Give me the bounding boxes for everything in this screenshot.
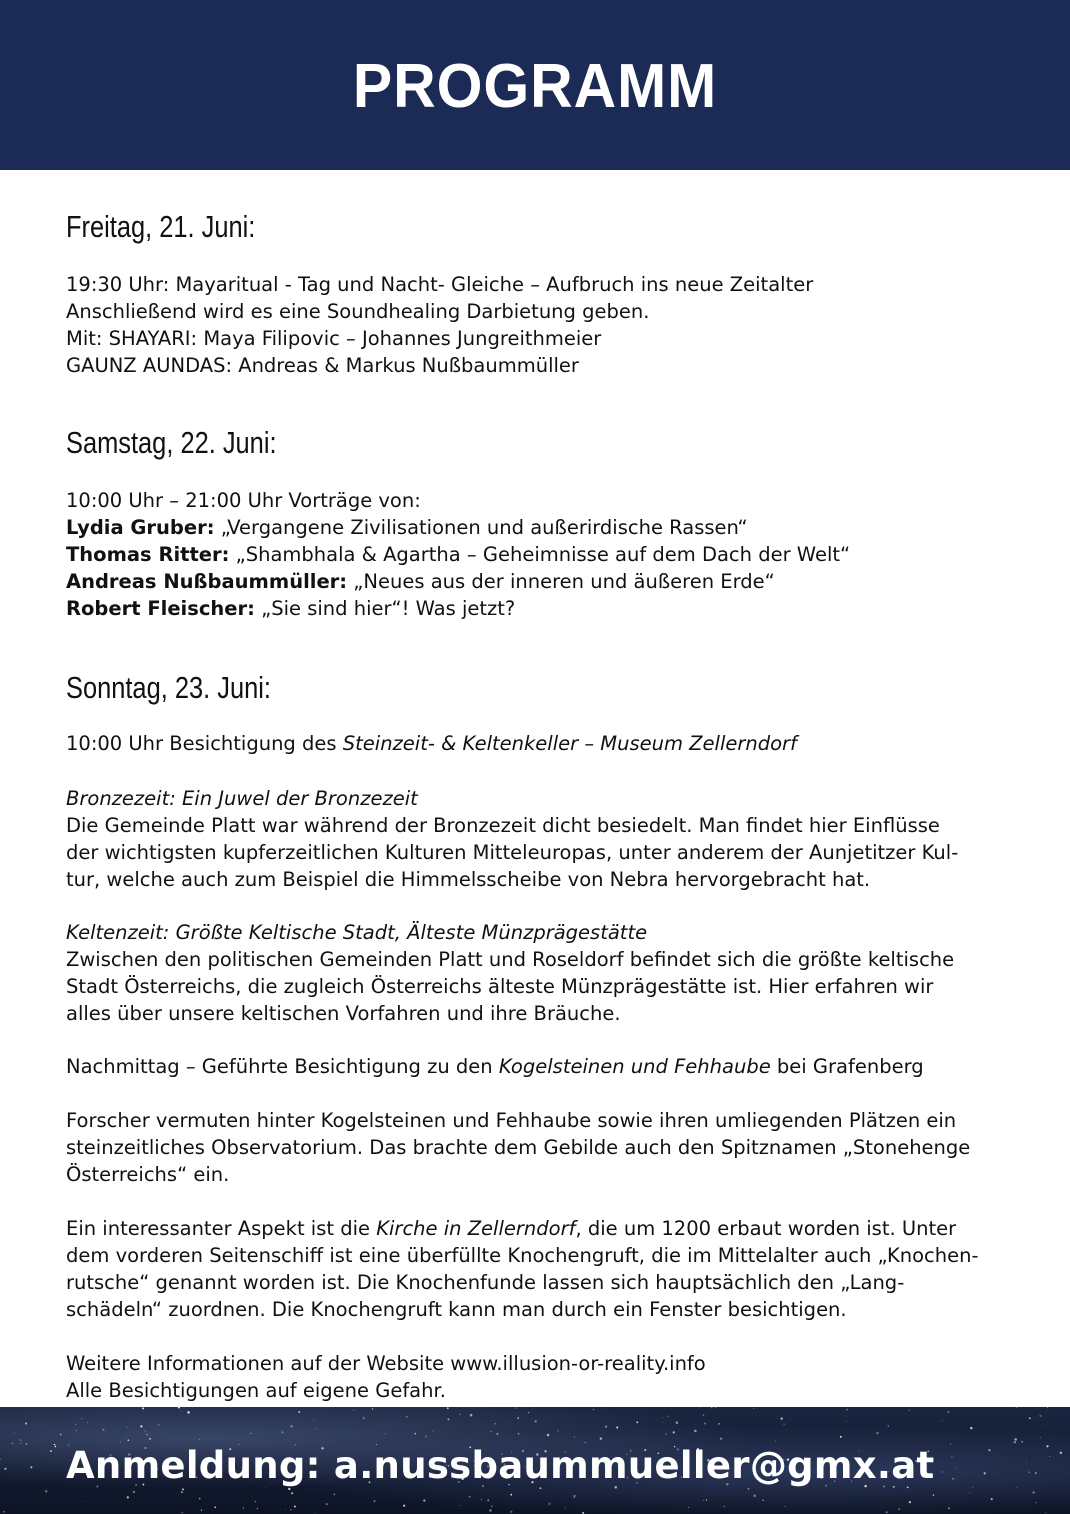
star-dot	[673, 1431, 675, 1433]
celtic-title: Keltenzeit: Größte Keltische Stadt, Älteste Münzprägestätte	[66, 921, 648, 944]
church-place: Kirche in Zellerndorf	[376, 1217, 576, 1240]
star-dot	[353, 1409, 354, 1410]
star-dot	[45, 1490, 48, 1493]
friday-line: GAUNZ AUNDAS: Andreas & Markus Nußbaummüller	[66, 354, 579, 377]
afternoon-place: Kogelsteinen und Fehhaube	[498, 1055, 771, 1078]
star-dot	[87, 1422, 88, 1423]
star-dot	[775, 1441, 776, 1442]
speaker-name: Lydia Gruber:	[66, 516, 215, 539]
star-dot	[298, 1411, 300, 1413]
star-dot	[55, 1446, 57, 1448]
star-dot	[970, 1427, 972, 1429]
star-dot	[81, 1418, 82, 1419]
star-dot	[469, 1496, 471, 1498]
star-dot	[785, 1506, 786, 1507]
star-dot	[178, 1407, 180, 1408]
star-dot	[470, 1414, 473, 1417]
star-dot	[140, 1425, 142, 1427]
star-dot	[636, 1421, 638, 1423]
church-line: schädeln“ zuordnen. Die Knochengruft kann man durch ein Fenster besichtigen.	[66, 1298, 847, 1321]
star-dot	[489, 1509, 491, 1511]
star-dot	[447, 1407, 449, 1409]
star-dot	[909, 1410, 910, 1411]
bronze-line: der wichtigsten kupferzeitlichen Kulturen Mitteleuropas, unter anderem der Aunjetitzer Kul-	[66, 841, 959, 864]
star-dot	[1060, 1451, 1063, 1454]
star-dot	[333, 1494, 335, 1496]
star-dot	[25, 1422, 27, 1424]
star-dot	[942, 1420, 943, 1421]
star-dot	[158, 1424, 159, 1425]
star-dot	[294, 1506, 296, 1508]
star-dot	[187, 1411, 190, 1414]
star-dot	[846, 1409, 848, 1411]
observatory-line: Österreichs“ ein.	[66, 1163, 230, 1186]
star-dot	[688, 1507, 689, 1508]
star-dot	[406, 1416, 408, 1418]
star-dot	[574, 1495, 576, 1497]
celtic-line: Zwischen den politischen Gemeinden Platt und Roseldorf befindet sich die größte keltische	[66, 948, 955, 971]
footer-banner	[0, 1407, 1070, 1514]
star-dot	[487, 1499, 489, 1501]
star-dot	[1047, 1407, 1048, 1408]
star-dot	[951, 1456, 952, 1457]
star-dot	[372, 1408, 373, 1409]
star-dot	[403, 1505, 405, 1507]
star-dot	[1016, 1407, 1017, 1408]
star-dot	[255, 1501, 257, 1503]
celtic-line: alles über unsere keltischen Vorfahren und ihre Bräuche.	[66, 1002, 621, 1025]
star-dot	[214, 1506, 216, 1508]
star-dot	[54, 1444, 55, 1445]
star-dot	[1014, 1441, 1016, 1443]
friday-line: Mit: SHAYARI: Maya Filipovic – Johannes Jungreithmeier	[66, 327, 602, 350]
star-dot	[290, 1425, 292, 1427]
star-dot	[285, 1509, 286, 1510]
sunday-heading: Sonntag, 23. Juni:	[66, 670, 271, 705]
star-dot	[182, 1512, 184, 1514]
info-line: Alle Besichtigungen auf eigene Gefahr.	[66, 1379, 446, 1402]
star-dot	[102, 1429, 104, 1431]
star-dot	[665, 1433, 667, 1435]
star-dot	[704, 1422, 706, 1424]
star-dot	[1026, 1462, 1027, 1463]
star-dot	[676, 1421, 678, 1423]
star-dot	[20, 1443, 21, 1444]
star-dot	[11, 1442, 13, 1444]
church-suffix: , die um 1200 erbaut worden ist. Unter	[575, 1217, 957, 1240]
star-dot	[30, 1466, 32, 1468]
star-dot	[423, 1500, 425, 1502]
page-title: PROGRAMM	[352, 52, 718, 121]
star-dot	[784, 1424, 785, 1425]
star-dot	[0, 1458, 1, 1460]
star-dot	[496, 1433, 498, 1435]
observatory-line: steinzeitliches Observatorium. Das brachte dem Gebilde auch den Spitznamen „Stonehenge	[66, 1136, 971, 1159]
church-prefix: Ein interessanter Aspekt ist die	[66, 1217, 377, 1240]
star-dot	[385, 1433, 386, 1434]
star-dot	[876, 1432, 879, 1435]
star-dot	[14, 1433, 15, 1434]
star-dot	[1029, 1417, 1031, 1419]
star-dot	[146, 1434, 148, 1436]
star-dot	[548, 1503, 551, 1506]
star-dot	[491, 1431, 492, 1432]
star-dot	[1042, 1425, 1043, 1426]
star-dot	[898, 1508, 900, 1510]
church-line	[66, 1215, 1011, 1242]
star-dot	[3, 1511, 5, 1513]
star-dot	[972, 1487, 973, 1488]
star-dot	[250, 1433, 251, 1434]
star-dot	[149, 1438, 151, 1440]
star-dot	[447, 1418, 449, 1420]
star-dot	[703, 1414, 705, 1416]
star-dot	[291, 1492, 293, 1494]
friday-heading: Freitag, 21. Juni:	[66, 209, 256, 244]
bronze-section	[66, 785, 1011, 893]
star-dot	[142, 1407, 144, 1409]
star-dot	[662, 1422, 663, 1423]
star-dot	[182, 1488, 184, 1490]
star-dot	[1015, 1438, 1017, 1440]
star-dot	[290, 1509, 292, 1511]
speaker-name: Andreas Nußbaummüller:	[66, 570, 348, 593]
saturday-heading: Samstag, 22. Juni:	[66, 425, 277, 460]
star-dot	[288, 1488, 290, 1490]
star-dot	[1040, 1437, 1041, 1438]
visit-line	[66, 730, 1011, 757]
star-dot	[984, 1472, 986, 1474]
star-dot	[1016, 1487, 1017, 1488]
star-dot	[4, 1468, 6, 1470]
star-dot	[991, 1498, 993, 1500]
saturday-details	[66, 487, 1011, 622]
star-dot	[547, 1434, 549, 1436]
star-dot	[481, 1499, 483, 1501]
star-dot	[748, 1488, 750, 1490]
registration-contact: Anmeldung: a.nussbaummueller@gmx.at	[66, 1444, 935, 1487]
speaker-name: Thomas Ritter:	[66, 543, 230, 566]
star-dot	[26, 1443, 28, 1445]
star-dot	[1039, 1415, 1041, 1417]
star-dot	[257, 1508, 258, 1509]
star-dot	[494, 1423, 496, 1425]
star-dot	[75, 1424, 76, 1425]
star-dot	[574, 1436, 575, 1437]
star-dot	[20, 1439, 22, 1441]
star-dot	[781, 1418, 783, 1420]
talk-item	[66, 514, 1011, 541]
star-dot	[574, 1497, 575, 1498]
star-dot	[1046, 1445, 1048, 1447]
star-dot	[201, 1509, 202, 1510]
afternoon-prefix: Nachmittag – Geführte Besichtigung zu den	[66, 1055, 499, 1078]
star-dot	[517, 1417, 519, 1419]
church-section	[66, 1215, 1011, 1323]
star-dot	[60, 1434, 62, 1436]
star-dot	[515, 1407, 516, 1408]
afternoon-suffix: bei Grafenberg	[770, 1055, 924, 1078]
star-dot	[363, 1417, 365, 1419]
star-dot	[425, 1437, 426, 1438]
afternoon-section	[66, 1053, 1011, 1080]
star-dot	[82, 1501, 83, 1502]
talk-title: „Vergangene Zivilisationen und außerirdische Rassen“	[214, 516, 748, 539]
star-dot	[50, 1450, 52, 1452]
star-dot	[120, 1442, 121, 1443]
star-dot	[459, 1505, 460, 1506]
star-dot	[373, 1500, 375, 1502]
star-dot	[145, 1430, 147, 1432]
star-dot	[316, 1429, 317, 1430]
star-dot	[950, 1443, 951, 1444]
star-dot	[933, 1494, 934, 1495]
talk-title: „Shambhala & Agartha – Geheimnisse auf dem Dach der Welt“	[229, 543, 851, 566]
star-dot	[703, 1500, 704, 1501]
talk-title: „Sie sind hier“! Was jetzt?	[254, 597, 516, 620]
church-line: dem vorderen Seitenschiff ist eine überfüllte Knochengruft, die im Mittelalter auch „Knochen-	[66, 1244, 979, 1267]
star-dot	[753, 1494, 756, 1497]
star-dot	[326, 1503, 328, 1505]
bronze-line: tur, welche auch zum Beispiel die Himmelsscheibe von Nebra hervorgebracht hat.	[66, 868, 871, 891]
star-dot	[126, 1427, 127, 1428]
bronze-title: Bronzezeit: Ein Juwel der Bronzezeit	[66, 787, 418, 810]
star-dot	[127, 1496, 129, 1498]
star-dot	[969, 1492, 970, 1493]
star-dot	[425, 1435, 427, 1437]
star-dot	[715, 1407, 716, 1408]
star-dot	[313, 1420, 314, 1421]
star-dot	[1028, 1472, 1029, 1473]
star-dot	[281, 1431, 283, 1433]
star-dot	[1032, 1491, 1034, 1493]
saturday-intro: 10:00 Uhr – 21:00 Uhr Vorträge von:	[66, 489, 421, 512]
star-dot	[518, 1433, 520, 1435]
header-banner	[0, 0, 1070, 170]
star-dot	[600, 1437, 602, 1439]
star-dot	[133, 1491, 135, 1493]
star-dot	[952, 1478, 953, 1479]
star-dot	[909, 1501, 911, 1503]
star-dot	[510, 1494, 512, 1496]
star-dot	[720, 1438, 722, 1440]
celtic-line: Stadt Österreichs, die zugleich Österreichs älteste Münzprägestätte ist. Hier erfahren wir	[66, 975, 934, 998]
star-dot	[753, 1408, 754, 1409]
star-dot	[700, 1407, 701, 1408]
star-dot	[667, 1415, 669, 1417]
star-dot	[528, 1412, 529, 1413]
talk-item	[66, 541, 1011, 568]
afternoon-line	[66, 1053, 1011, 1080]
star-dot	[886, 1511, 888, 1513]
talk-item	[66, 568, 1011, 595]
star-dot	[616, 1426, 618, 1428]
star-dot	[128, 1439, 130, 1441]
talk-item	[66, 595, 1011, 622]
star-dot	[762, 1500, 763, 1501]
visit-prefix: 10:00 Uhr Besichtigung des	[66, 732, 343, 755]
star-dot	[593, 1409, 594, 1410]
star-dot	[510, 1511, 512, 1513]
star-dot	[565, 1507, 566, 1508]
friday-line: Anschließend wird es eine Soundhealing Darbietung geben.	[66, 300, 650, 323]
star-dot	[243, 1507, 244, 1508]
info-section	[66, 1350, 1011, 1404]
observatory-section	[66, 1107, 1011, 1188]
star-dot	[415, 1433, 416, 1434]
info-line: Weitere Informationen auf der Website www.illusion-or-reality.info	[66, 1352, 706, 1375]
star-dot	[956, 1467, 957, 1468]
star-dot	[947, 1411, 949, 1413]
visit-place: Steinzeit- & Keltenkeller – Museum Zellerndorf	[342, 732, 797, 755]
star-dot	[718, 1423, 720, 1425]
star-dot	[181, 1491, 183, 1493]
star-dot	[605, 1425, 607, 1427]
church-line: rutsche“ genannt worden ist. Die Knochenfunde lassen sich hauptsächlich den „Lang-	[66, 1271, 905, 1294]
star-dot	[694, 1430, 697, 1433]
star-dot	[534, 1420, 536, 1422]
star-dot	[942, 1471, 943, 1472]
bronze-line: Die Gemeinde Platt war während der Bronzezeit dicht besiedelt. Man findet hier Einflüsse	[66, 814, 940, 837]
star-dot	[845, 1421, 846, 1422]
star-dot	[199, 1498, 201, 1500]
friday-details	[66, 271, 1011, 379]
star-dot	[558, 1430, 559, 1431]
star-dot	[948, 1508, 949, 1509]
observatory-line: Forscher vermuten hinter Kogelsteinen und Fehhaube sowie ihren umliegenden Plätzen ein	[66, 1109, 957, 1132]
star-dot	[706, 1499, 707, 1500]
star-dot	[180, 1411, 181, 1412]
star-dot	[1045, 1512, 1046, 1513]
star-dot	[888, 1425, 889, 1426]
sunday-visit	[66, 730, 1011, 757]
talk-title: „Neues aus der inneren und äußeren Erde“	[347, 570, 775, 593]
star-dot	[711, 1407, 713, 1408]
star-dot	[988, 1449, 990, 1451]
star-dot	[1021, 1441, 1023, 1443]
celtic-section	[66, 919, 1011, 1027]
star-dot	[840, 1436, 842, 1438]
speaker-name: Robert Fleischer:	[66, 597, 255, 620]
star-dot	[432, 1430, 434, 1432]
star-dot	[724, 1506, 725, 1507]
star-dot	[585, 1442, 586, 1443]
star-dot	[460, 1414, 461, 1415]
friday-line: 19:30 Uhr: Mayaritual - Tag und Nacht- Gleiche – Aufbruch ins neue Zeitalter	[66, 273, 814, 296]
star-dot	[1049, 1456, 1050, 1457]
star-dot	[199, 1439, 200, 1440]
star-dot	[1035, 1502, 1036, 1503]
star-dot	[491, 1505, 493, 1507]
star-dot	[76, 1430, 77, 1431]
star-dot	[1035, 1472, 1037, 1474]
star-dot	[663, 1417, 664, 1418]
